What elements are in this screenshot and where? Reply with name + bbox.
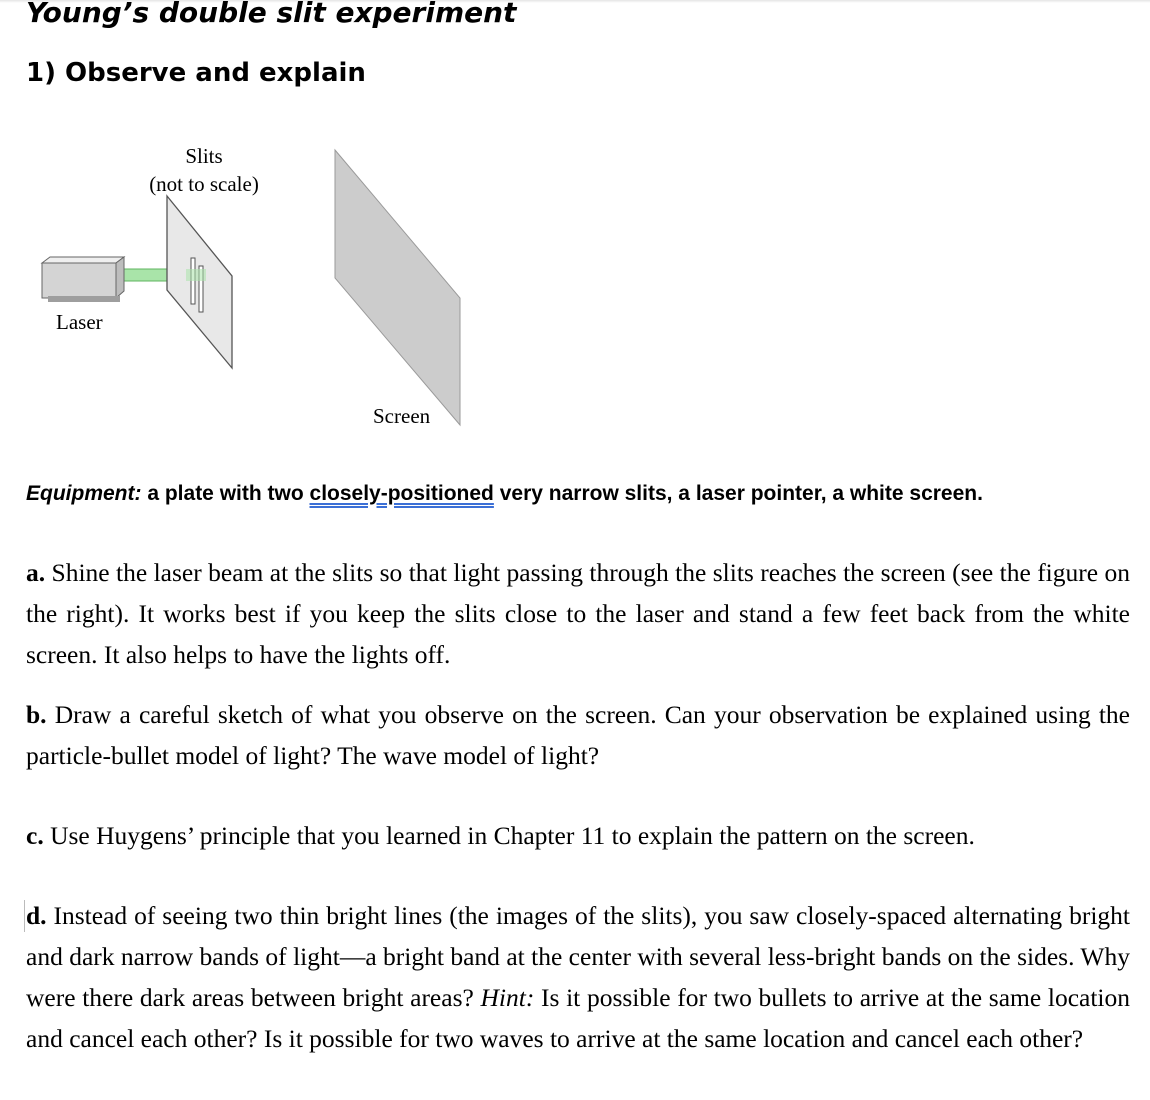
- laser-front-face: [42, 263, 116, 298]
- equipment-line: [26, 480, 1136, 508]
- beam-through-plate: [186, 269, 206, 281]
- equipment-text-before: a plate with two: [141, 482, 310, 505]
- slits-label-title: Slits: [185, 144, 223, 168]
- laser-top-face: [42, 257, 124, 263]
- question-d: [26, 895, 1130, 1059]
- question-b: [26, 694, 1130, 776]
- equipment-label: Equipment:: [26, 482, 142, 505]
- question-a: [26, 552, 1130, 675]
- text-cursor: [24, 900, 25, 932]
- screen-shape: [335, 150, 460, 425]
- question-b-text: Draw a careful sketch of what you observe on the screen. Can your observation be explained using the particle-bullet model of light? The wave model of light?: [26, 700, 1130, 770]
- section-heading: 1) Observe and explain: [26, 58, 366, 88]
- question-c-text: Use Huygens’ principle that you learned in Chapter 11 to explain the pattern on the screen.: [43, 821, 975, 850]
- slits-label-note: (not to scale): [149, 172, 259, 196]
- screen-label: Screen: [373, 404, 431, 428]
- question-d-hint-label: Hint:: [480, 983, 535, 1012]
- question-c: [26, 815, 1130, 856]
- question-a-text: Shine the laser beam at the slits so that light passing through the slits reaches the screen (see the figure on the right). It works best if you keep the slits close to the laser and stand a few feet back from the white screen. It also helps to have the lights off.: [26, 558, 1130, 669]
- question-b-letter: b.: [26, 700, 47, 729]
- question-d-letter: d.: [26, 901, 47, 930]
- question-d-hint-text: Is it possible for two bullets to arrive at the same location and cancel each other? Is it possible for two waves to arrive at the same location and cancel each other?: [26, 983, 1130, 1053]
- question-c-letter: c.: [26, 821, 44, 850]
- double-slit-figure: [0, 130, 480, 440]
- question-d-text: Instead of seeing two thin bright lines (the images of the slits), you saw closely-spaced alternating bright and dark narrow bands of light—a bright band at the center with several less-bright bands on the sides. Why were there dark areas between bright areas?: [26, 901, 1130, 1012]
- question-a-letter: a.: [26, 558, 46, 587]
- laser-label: Laser: [56, 310, 103, 334]
- laser-side-face: [116, 257, 124, 298]
- document-title: Young’s double slit experiment: [26, 0, 517, 29]
- slits-label: [130, 142, 278, 198]
- equipment-text-after: very narrow slits, a laser pointer, a white screen.: [493, 482, 983, 505]
- laser-base: [48, 296, 120, 302]
- spellcheck-flagged-word[interactable]: closely-positioned: [309, 482, 494, 505]
